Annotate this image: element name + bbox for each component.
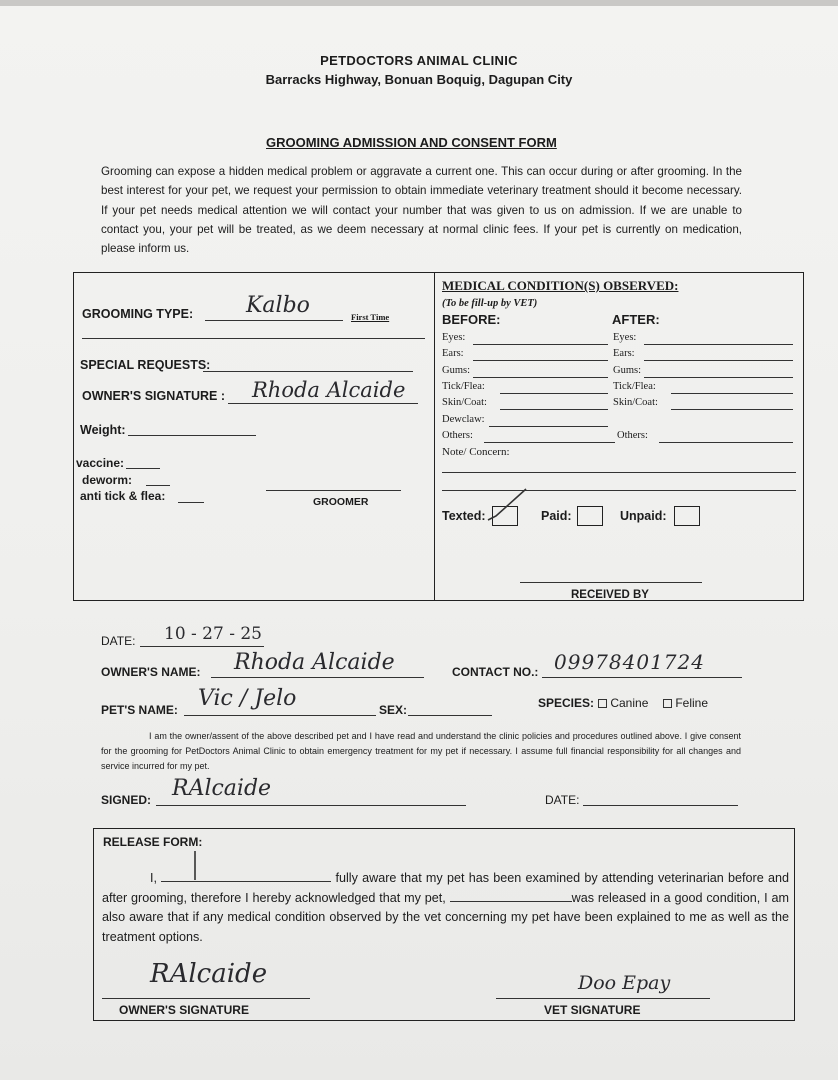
before-field-line[interactable] (500, 409, 608, 410)
release-text-1: fully aware that my pet has been examined by attending veterinarian before and after grooming, therefore I hereby acknowledged that my pet, (102, 871, 790, 905)
after-field-label: Gums: (613, 364, 642, 376)
species-feline[interactable] (663, 696, 708, 710)
deworm-line (146, 485, 170, 486)
contact-value[interactable]: 09978401724 (554, 650, 705, 674)
after-field-line[interactable] (644, 377, 793, 378)
special-requests-label: SPECIAL REQUESTS: (80, 358, 211, 372)
deworm-label: deworm: (82, 473, 133, 487)
release-title: RELEASE FORM: (103, 835, 203, 849)
contact-line (542, 677, 742, 678)
before-field-label: Skin/Coat: (442, 397, 487, 409)
before-field-line[interactable] (484, 442, 615, 443)
after-field-line[interactable] (659, 442, 793, 443)
feline-label: Feline (675, 696, 709, 710)
owner-sig-line (102, 998, 310, 999)
after-field-line[interactable] (644, 360, 793, 361)
after-field-line[interactable] (644, 344, 793, 345)
signed-label: SIGNED: (101, 793, 152, 807)
before-field-line[interactable] (489, 426, 608, 427)
after-field-line[interactable] (671, 393, 793, 394)
owner-signature-label: OWNER'S SIGNATURE : (82, 389, 226, 403)
before-field-label: Tick/Flea: (442, 380, 485, 392)
species-label: SPECIES: (538, 696, 595, 710)
grooming-type-label: GROOMING TYPE: (82, 307, 194, 321)
grooming-type-line (205, 320, 343, 321)
release-name-blank[interactable] (161, 869, 331, 882)
intro-paragraph: Grooming can expose a hidden medical problem or aggravate a current one. This can occur during or after grooming. In the best interest for your pet, we request your permission to obtain immediate veterinary treatment should it become necessary. If your pet needs medical attention we will contact your number that was given to us on admission. If we are unable to contact you, your pet will be treated, as we deem necessary at normal clinic fees. If your pet is currently on medication, please inform us. (101, 165, 742, 256)
sex-label: SEX: (379, 703, 408, 717)
special-requests-line (203, 371, 413, 372)
anti-tick-line (178, 502, 204, 503)
form-page (0, 6, 838, 1080)
consent-paragraph: I am the owner/assent of the above described pet and I have read and understand the clinic policies and procedures outlined above. I give consent for the grooming for PetDoctors Animal Clinic to obtain emergency treatment for my pet if necessary. I assume full financial responsibility for all changes and service incurred for my pet. (101, 731, 741, 771)
received-by-line (520, 582, 702, 583)
release-paragraph (102, 869, 789, 947)
groomer-line (266, 490, 401, 491)
before-field-line[interactable] (500, 393, 608, 394)
release-pet-blank[interactable] (450, 889, 572, 902)
after-label: AFTER: (612, 312, 660, 327)
owner-name-value[interactable]: Rhoda Alcaide (234, 650, 395, 675)
before-field-line[interactable] (473, 360, 608, 361)
groomer-label: GROOMER (313, 496, 369, 508)
owner-signature-value[interactable]: Rhoda Alcaide (252, 378, 406, 402)
release-text-2: was released in a good condition, I am also aware that if any medical condition observed by the vet concerning my pet have been explained to me as well as the treatment options. (102, 890, 789, 944)
pet-name-line (184, 715, 376, 716)
vet-sig-line (496, 998, 710, 999)
contact-label: CONTACT NO.: (452, 665, 539, 679)
owner-name-line (211, 677, 424, 678)
before-field-line[interactable] (473, 344, 608, 345)
medical-subtitle: (To be fill-up by VET) (442, 298, 538, 309)
owner-name-label: OWNER'S NAME: (101, 665, 201, 679)
date-label: DATE: (101, 634, 136, 648)
canine-checkbox[interactable] (598, 699, 607, 708)
pet-name-label: PET'S NAME: (101, 703, 178, 717)
signed-date-label: DATE: (545, 793, 580, 807)
table-divider (434, 273, 435, 600)
before-field-label: Ears: (442, 348, 464, 360)
unpaid-label: Unpaid: (620, 509, 667, 523)
note-label: Note/ Concern: (442, 446, 510, 458)
vet-sig-value[interactable]: Doo Epay (578, 972, 671, 994)
paid-checkbox[interactable] (577, 506, 603, 526)
sex-line (408, 715, 492, 716)
before-label: BEFORE: (442, 312, 501, 327)
signed-value[interactable]: RAlcaide (172, 776, 272, 801)
species-canine[interactable] (598, 696, 648, 710)
before-field-label: Others: (442, 429, 473, 441)
vaccine-label: vaccine: (76, 456, 125, 470)
unpaid-checkbox[interactable] (674, 506, 700, 526)
before-field-label: Eyes: (442, 332, 466, 343)
after-field-label: Skin/Coat: (613, 397, 658, 409)
before-field-label: Gums: (442, 364, 471, 376)
clinic-name: PETDOCTORS ANIMAL CLINIC (320, 53, 518, 68)
first-time-label: First Time (351, 312, 390, 322)
date-value[interactable]: 10 - 27 - 25 (164, 624, 262, 644)
anti-tick-label: anti tick & flea: (80, 489, 166, 503)
before-field-label: Dewclaw: (442, 413, 485, 425)
after-field-label: Others: (617, 429, 648, 441)
medical-title: MEDICAL CONDITION(S) OBSERVED: (442, 278, 679, 293)
release-i-label: I, (150, 871, 157, 885)
after-field-label: Eyes: (613, 332, 637, 343)
admission-table (73, 272, 804, 601)
texted-check-mark (480, 486, 530, 526)
clinic-address: Barracks Highway, Bonuan Boquig, Dagupan City (265, 72, 573, 87)
date-line (140, 646, 264, 647)
note-line-1 (442, 472, 796, 473)
owner-sig-label: OWNER'S SIGNATURE (119, 1003, 249, 1017)
after-field-label: Tick/Flea: (613, 380, 656, 392)
weight-line (128, 435, 256, 436)
grooming-type-value[interactable]: Kalbo (246, 293, 310, 318)
received-by-label: RECEIVED BY (571, 589, 649, 601)
canine-label: Canine (610, 696, 649, 710)
feline-checkbox[interactable] (663, 699, 672, 708)
owner-sig-value[interactable]: RAlcaide (150, 959, 268, 989)
vaccine-line (126, 468, 160, 469)
before-field-line[interactable] (473, 377, 608, 378)
paid-label: Paid: (541, 509, 572, 523)
weight-label: Weight: (80, 423, 126, 437)
texted-label: Texted: (442, 509, 486, 523)
signed-date-line (583, 805, 738, 806)
owner-signature-line (228, 403, 418, 404)
signed-line (156, 805, 466, 806)
pet-name-value[interactable]: Vic / Jelo (198, 686, 297, 711)
form-title: GROOMING ADMISSION AND CONSENT FORM (266, 135, 557, 150)
vet-sig-label: VET SIGNATURE (544, 1003, 641, 1017)
after-field-line[interactable] (671, 409, 793, 410)
grooming-type-extra-line (82, 338, 425, 339)
after-field-label: Ears: (613, 348, 635, 360)
release-name-stroke (188, 848, 202, 884)
